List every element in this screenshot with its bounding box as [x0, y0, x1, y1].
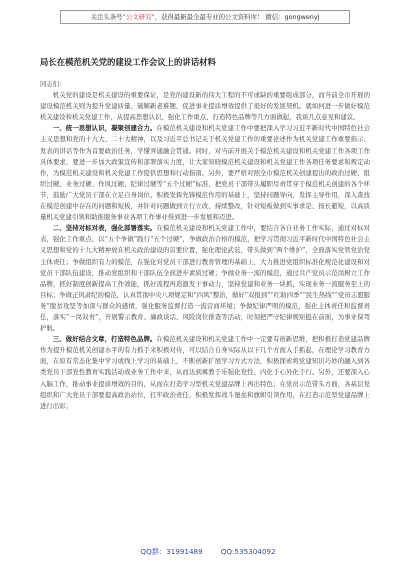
section-2 — [40, 223, 370, 334]
promo-banner — [60, 10, 350, 24]
section-2-text: 在模范机关建设和机关党建工作中，要结合各自业务工作实际，通过对标对表，强化工作重点，以“五个争做”践行“五个过硬”，争做政治合格的模范，把学习贯彻习近平新时代中国特色社会主义思想和党的十九大精神放在机关政治建设的首要位置，强化理论武装，带头做到“两个维护”，全面落实党管党治党主体责任；争做组织有力的模范，在强化对党员干部进行教育管理的基础上，大力推进党组织标准化规范化建设和对党员干部队伍建设，推动党组织和干部队伍全面进步素质过硬；争做业务一流的模范，通过共产党员示范岗树立工作品牌，抓好制度创新提高工作效能，抓好流程再造激发干事动力，坚持党建和业务一块抓，实现业务一流服务至上的目标；争做正风肃纪的模范，认真贯彻中央八项规定和“四风”整治，做好“双报到”“红助四季”“民生热线”“党员志愿服务”脱贫攻坚等加深与群众的感情，强化服务监督打造一流营商环境；争做纪律严明的模范，强化主体责任和监督责任，落实“一岗双责”，开展警示教育、廉政谈话、风险岗位排查等活动，时刻把严守纪律规矩挺在前面，为事业保驾护航。 — [40, 224, 371, 333]
section-3-text: 在模范机关建设和机关党建工作中一定要有创新思维，把积极打造党建品牌作为提升模范机关创建水平的有力抓手来积极对待，可以结合自身实际从以下几个方面入手抓起，在理论学习教育方面，在原有常态化集中学习或线上学习的基础上，不断创新扩展学习方式方法，积极探索将党建知识巧妙的融入到各类党员干部党性教育实践活动或业务工作中来，从而达到寓教于乐强化党性、内化于心外化于行。另外，还要深入心入脑工作，推动事业提质增效的目的，从而在打造学习型机关党建品牌上再出特色；在党员示范带头方面，各基层党组织和广大党员干部要提高政治站位，扛牢政治责任，积极发挥战斗堡垒和旗帜引领作用，在打造示范型党建品牌上进行出彩； — [40, 335, 371, 410]
document-title: 局长在模范机关党的建设工作会议上的讲话材料 — [40, 57, 216, 67]
section-1-heading: 一、统一思想认识，凝聚创建合力。 — [52, 124, 157, 133]
page-footer — [128, 547, 288, 557]
section-1 — [40, 123, 370, 223]
footer-qq-group: QQ群：31991489 — [140, 547, 203, 556]
banner-text-after: ，获得最新最全最专业的公文资料库！ 微信：gongwenyj — [154, 13, 320, 21]
intro-paragraph: 机关党的建设是机关建设的重要保证，是党的建设新的伟大工程的不可或缺的重要组成部分，而当前全市开展的建设模范机关则为提升党建质量、破解新老难题、促进事业提质增效提供了很好的发展契机。就如何进一步做好模范机关建设和机关党建工作，从提高思想认识、强化工作重点、打造特色品牌等几方面做起，我谈几点意见和建议。 — [40, 91, 370, 122]
banner-text-before: 关注头条号 — [90, 13, 123, 21]
section-1-text: 在模范机关建设和机关党建工作中要把深入学习习近平新时代中国特色社会主义思想和党的十九大、二十大精神，以及习近平总书记关于机关党建工作的重要论述作为机关党建工作重要指示、发表的讲话等作为首要政治任务，学懂弄通融会贯通。同时，对当前开展关于模范机关建设和机关党建工作各项工作具体要求，要进一步加大政策宣传和部署落实力度，让大家知晓模范机关建设和机关党建工作各项任务要求和规定动作，为模范机关建设和机关党建工作提供思想和行动指南。另外，要严格对照全市模范机关创建提出的政治过硬、组织过硬、业务过硬、作风过硬、纪律过硬等“五个过硬”标准，把党员干部带头履职尽责贯穿于模范机关创建的各个环节，鼓励广大党员干部在立足自身岗位、积极发挥先锋模范作用的基础上，坚持问题导向，发挥主导作用，深入查找在模范创建中存在的问题和短板，并针对问题做到立行立改、持续整改，针对短板做到实事求是、扬长避短，以高质量机关党建引领和助推服务事业各项工作事业得到进一步发展和迈进。 — [40, 124, 371, 222]
section-2-heading: 二、坚持对标对表，强化部署落实。 — [52, 224, 157, 233]
document-body — [40, 79, 370, 412]
banner-accent: “公文研究” — [122, 13, 155, 21]
greeting: 同志们： — [40, 80, 66, 88]
section-3-heading: 三、做好结合文章，打造特色品牌。 — [52, 335, 157, 344]
footer-qq: QQ:535304092 — [220, 547, 276, 556]
section-3 — [40, 334, 370, 412]
